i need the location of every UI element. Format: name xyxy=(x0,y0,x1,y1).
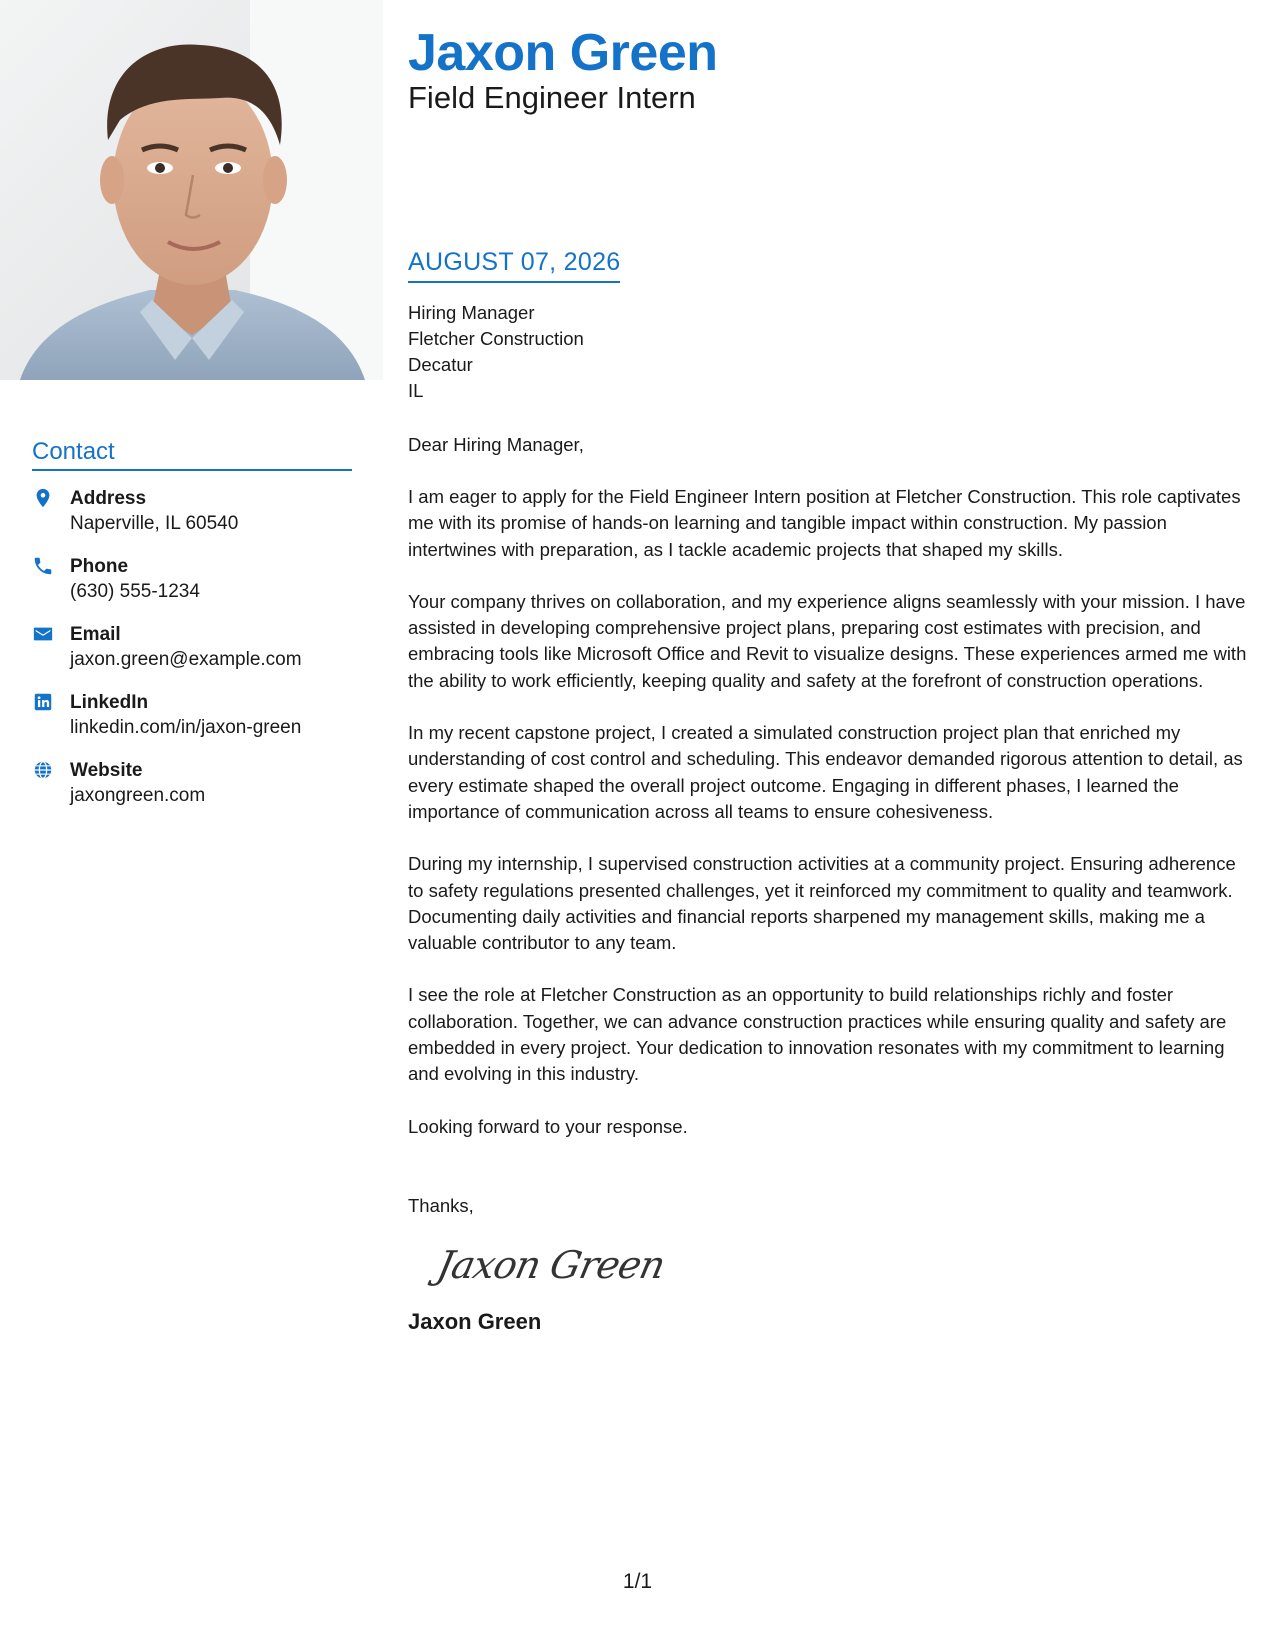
recipient-line: Decatur xyxy=(408,354,473,375)
contact-value: linkedin.com/in/jaxon-green xyxy=(70,717,302,738)
signoff: Thanks, xyxy=(408,1194,474,1216)
profile-photo xyxy=(0,0,383,380)
contact-phone xyxy=(32,554,352,604)
salutation: Dear Hiring Manager, xyxy=(408,434,584,455)
letter-date: AUGUST 07, 2026 xyxy=(408,248,620,283)
person-portrait-icon xyxy=(0,0,383,380)
page-number: 1/1 xyxy=(622,1570,653,1593)
closing-line: Looking forward to your response. xyxy=(408,1115,688,1137)
letter-header xyxy=(408,22,718,116)
body-paragraph: In my recent capstone project, I created a simulated construction project plan that enriched my understanding of cost control and scheduling. This endeavor demanded rigorous attention to detail, as every estimate shaped the overall project outcome. Engaging in different phases, I learned the importance of communication across all teams to ensure cohesiveness. xyxy=(408,722,1243,822)
recipient-line: IL xyxy=(408,380,424,401)
contact-value: jaxon.green@example.com xyxy=(70,649,302,670)
envelope-icon xyxy=(32,623,54,645)
contact-address xyxy=(32,486,352,536)
location-pin-icon xyxy=(32,487,54,509)
contact-value: (630) 555-1234 xyxy=(70,581,200,602)
body-paragraph: I am eager to apply for the Field Engineer Intern position at Fletcher Construction. This role captivates me with its promise of hands-on learning and tangible impact within construction. My passion intertwines with preparation, as I tackle academic projects that shaped my skills. xyxy=(408,486,1241,560)
contact-label: LinkedIn xyxy=(70,692,149,713)
contact-sidebar xyxy=(32,438,352,826)
contact-linkedin xyxy=(32,690,352,740)
recipient-line: Fletcher Construction xyxy=(408,328,584,349)
contact-label: Phone xyxy=(70,556,129,577)
handwritten-signature: Jaxon Green xyxy=(433,1242,669,1287)
contact-label: Website xyxy=(70,760,143,781)
contact-email xyxy=(32,622,352,672)
letter-body xyxy=(408,248,1248,1335)
body-paragraph: Your company thrives on collaboration, and my experience aligns seamlessly with your mission. I have assisted in developing comprehensive project plans, preparing cost estimates with precision, and embracing tools like Microsoft Office and Revit to visualize designs. These experiences armed me with the ability to work efficiently, keeping quality and safety at the forefront of construction operations. xyxy=(408,590,1247,691)
applicant-title: Field Engineer Intern xyxy=(408,80,696,115)
signer-name: Jaxon Green xyxy=(408,1308,542,1334)
recipient-line: Hiring Manager xyxy=(408,302,535,323)
contact-value: jaxongreen.com xyxy=(70,785,206,806)
applicant-name: Jaxon Green xyxy=(408,24,718,82)
contact-label: Address xyxy=(70,488,147,509)
recipient-block xyxy=(408,300,1248,404)
globe-icon xyxy=(32,759,54,781)
body-paragraph: During my internship, I supervised construction activities at a community project. Ensuring adherence to safety regulations presented challenges, yet it reinforced my commitment to quality and teamwork. Documenting daily activities and financial reports sharpened my management skills, making me a valuable contributor to any team. xyxy=(408,853,1236,954)
linkedin-icon xyxy=(32,691,54,713)
contact-heading: Contact xyxy=(32,438,352,471)
contact-website xyxy=(32,758,352,808)
contact-value: Naperville, IL 60540 xyxy=(70,513,239,534)
contact-label: Email xyxy=(70,624,121,645)
body-paragraph: I see the role at Fletcher Construction as an opportunity to build relationships richly and foster collaboration. Together, we can advance construction practices while ensuring quality and safety are embedded in every project. Your dedication to innovation resonates with my commitment to learning and evolving in this industry. xyxy=(408,984,1227,1085)
phone-icon xyxy=(32,555,54,577)
